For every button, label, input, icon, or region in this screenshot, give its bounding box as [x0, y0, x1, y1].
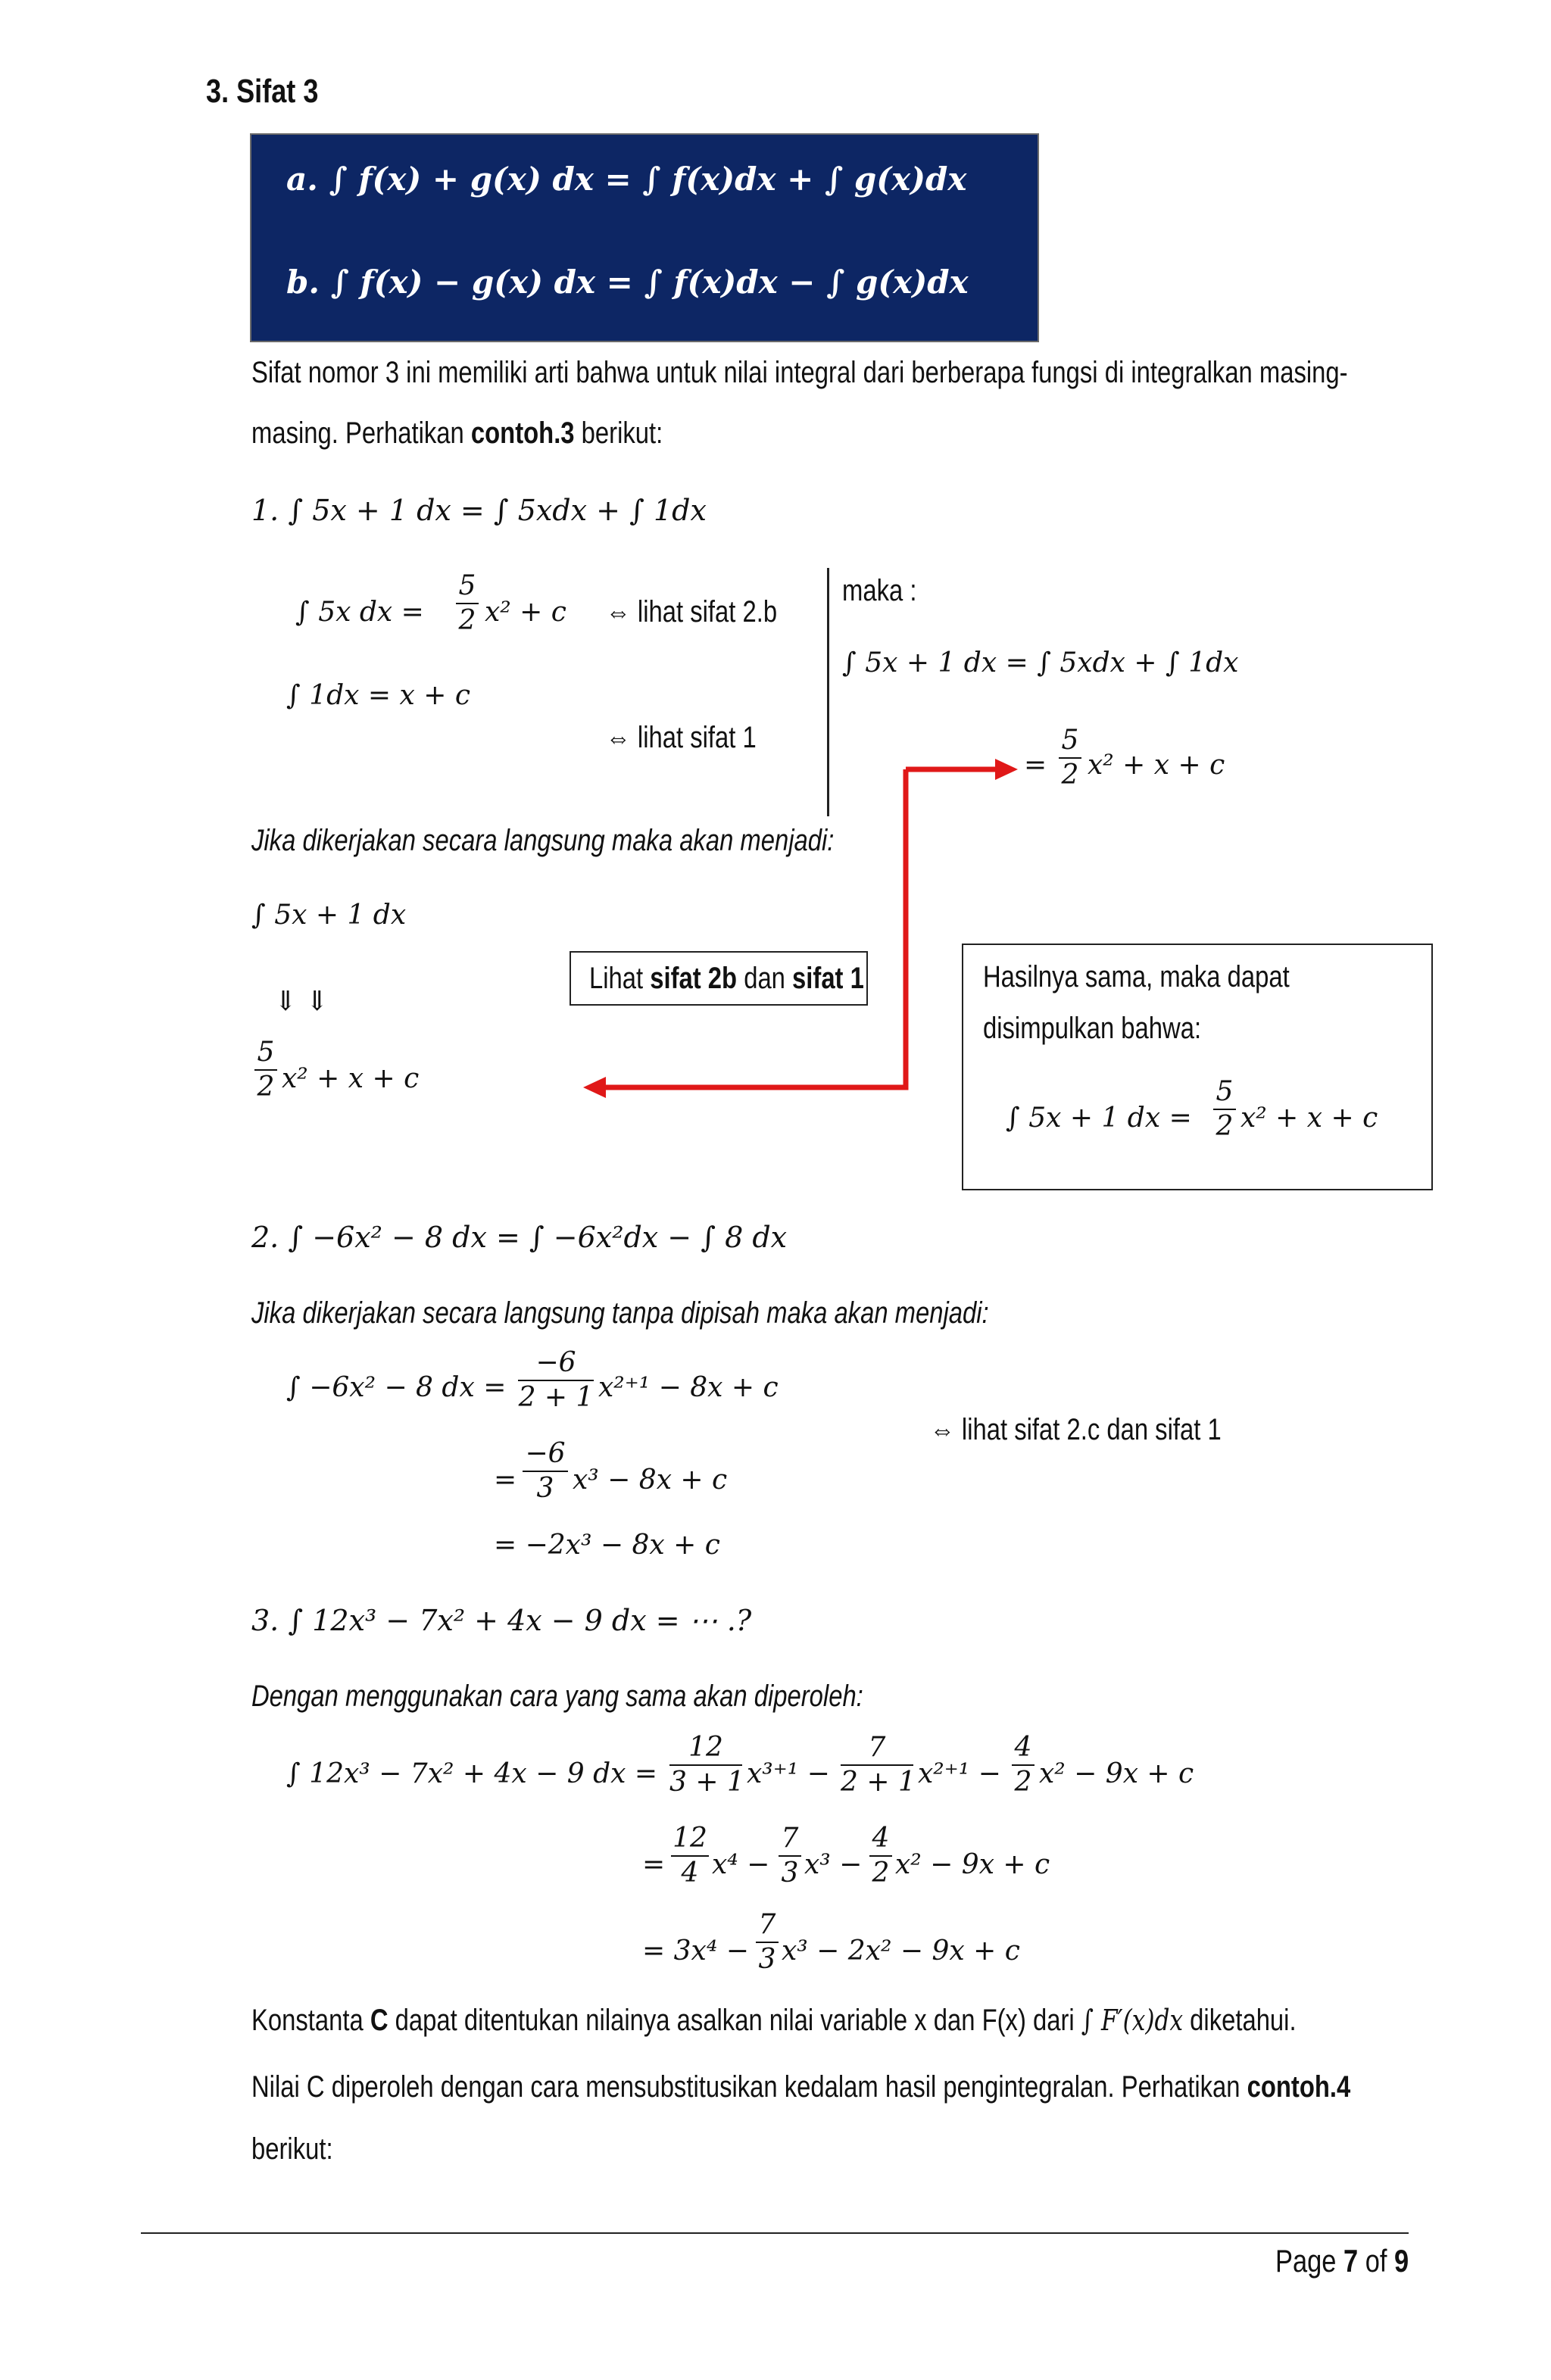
- example-1-equation: 1. ∫ 5x + 1 dx = ∫ 5xdx + ∫ 1dx: [251, 494, 707, 527]
- example-1-step1-rhs: x² + c: [485, 597, 566, 628]
- direct-text-2: Jika dikerjakan secara langsung tanpa dipisah maka akan menjadi:: [251, 1296, 989, 1330]
- intro-line-2: masing. Perhatikan contoh.3 berikut:: [251, 416, 663, 450]
- example-2-line2-fraction: −6 3: [523, 1437, 568, 1505]
- property-b: b. ∫ f(x) − g(x) dx = ∫ f(x)dx − ∫ g(x)dx: [286, 264, 969, 301]
- example-3-line3-frac: 7 3: [756, 1908, 779, 1976]
- example-3-line1-frac2: 7 2 + 1: [841, 1732, 916, 1798]
- example-3-text: Dengan menggunakan cara yang sama akan diperoleh:: [251, 1680, 863, 1713]
- example-1-step1-fraction: 5 2: [456, 569, 479, 638]
- example-3-line2-eq: =: [642, 1849, 666, 1880]
- example-3-line1-frac1: 12 3 + 1: [669, 1732, 744, 1798]
- footer-rule: [141, 2232, 1409, 2234]
- conclusion-line-2: disimpulkan bahwa:: [983, 1012, 1202, 1045]
- example-1-right-fraction: 5 2: [1059, 724, 1081, 792]
- example-2-line1-fraction: −6 2 + 1: [518, 1347, 594, 1413]
- example-3-line3-post: x³ − 2x² − 9x + c: [782, 1936, 1020, 1967]
- property-a: a. ∫ f(x) + g(x) dx = ∫ f(x)dx + ∫ g(x)dx: [286, 161, 967, 198]
- example-3-line2-frac3: 4 2: [869, 1822, 892, 1890]
- conclusion-fraction: 5 2: [1213, 1075, 1236, 1143]
- example-1-note-2: ⇔ lihat sifat 1: [606, 721, 757, 754]
- closing-line-1: Konstanta C dapat ditentukan nilainya asalkan nilai variable x dan F(x) dari ∫ F′(x)dx diketahui.: [251, 2004, 1297, 2037]
- closing-line-3: berikut:: [251, 2132, 333, 2166]
- direct-result-fraction: 5 2: [254, 1036, 277, 1104]
- example-2-line2-rhs: x³ − 8x + c: [573, 1464, 728, 1496]
- intro-bold-ref: contoh.3: [470, 416, 575, 450]
- closing-line-2: Nilai C diperoleh dengan cara mensubstitusikan kedalam hasil pengintegralan. Perhatikan contoh.4: [251, 2070, 1351, 2104]
- example-2-line1-rhs: x²⁺¹ − 8x + c: [598, 1372, 779, 1403]
- example-3-line1-lhs: ∫ 12x³ − 7x² + 4x − 9 dx =: [286, 1758, 658, 1789]
- example-1-right-equation: ∫ 5x + 1 dx = ∫ 5xdx + ∫ 1dx: [842, 647, 1239, 678]
- conclusion-eq-rhs: x² + x + c: [1240, 1103, 1378, 1134]
- arrow-head-right: [995, 759, 1018, 780]
- example-2-line3: = −2x³ − 8x + c: [494, 1530, 720, 1561]
- arrow-head-left: [583, 1077, 606, 1098]
- lihat-label: Lihat sifat 2b dan sifat 1: [589, 962, 864, 995]
- example-2-equation: 2. ∫ −6x² − 8 dx = ∫ −6x²dx − ∫ 8 dx: [251, 1221, 788, 1254]
- example-3-equation: 3. ∫ 12x³ − 7x² + 4x − 9 dx = ⋯ .?: [251, 1604, 752, 1637]
- example-1-right-result: x² + x + c: [1088, 750, 1225, 781]
- example-3-line2-p2: x³ −: [804, 1849, 863, 1880]
- example-3-line2-p3: x² − 9x + c: [895, 1849, 1050, 1880]
- example-3-line1-p2: x²⁺¹ −: [918, 1758, 1001, 1789]
- example-1-step1-lhs: ∫ 5x dx =: [295, 597, 424, 628]
- example-3-line1-p1: x³⁺¹ −: [747, 1758, 830, 1789]
- example-3-line2-frac2: 7 3: [779, 1822, 801, 1890]
- direct-result: x² + x + c: [282, 1063, 420, 1094]
- down-arrows: ⇓ ⇓: [274, 986, 329, 1017]
- example-3-line2-p1: x⁴ −: [712, 1849, 770, 1880]
- example-1-step2: ∫ 1dx = x + c: [286, 680, 471, 711]
- example-3-line1-frac3: 4 2: [1012, 1731, 1035, 1799]
- example-3-line1-p3: x² − 9x + c: [1039, 1758, 1194, 1789]
- page-indicator: Page 7 of 9: [1275, 2243, 1409, 2279]
- section-heading: 3. Sifat 3: [206, 73, 319, 110]
- arrow-to-direct-result: [591, 769, 906, 1087]
- example-2-note: ⇔ lihat sifat 2.c dan sifat 1: [930, 1413, 1222, 1446]
- conclusion-eq-lhs: ∫ 5x + 1 dx =: [1006, 1103, 1192, 1134]
- direct-integral: ∫ 5x + 1 dx: [251, 900, 407, 931]
- conclusion-line-1: Hasilnya sama, maka dapat: [983, 960, 1290, 993]
- example-2-line2-eq: =: [494, 1464, 517, 1496]
- example-1-right-equals: =: [1024, 750, 1047, 781]
- intro-line-1: Sifat nomor 3 ini memiliki arti bahwa untuk nilai integral dari berberapa fungsi di integralkan masing-: [251, 356, 1348, 389]
- example-3-line3-pre: = 3x⁴ −: [642, 1936, 749, 1967]
- maka-label: maka :: [842, 574, 917, 607]
- example-2-line1-lhs: ∫ −6x² − 8 dx =: [286, 1372, 507, 1403]
- example-3-line2-frac1: 12 4: [671, 1822, 709, 1890]
- example-1-note-1: ⇔ lihat sifat 2.b: [606, 595, 778, 629]
- direct-text-1: Jika dikerjakan secara langsung maka akan menjadi:: [251, 824, 835, 857]
